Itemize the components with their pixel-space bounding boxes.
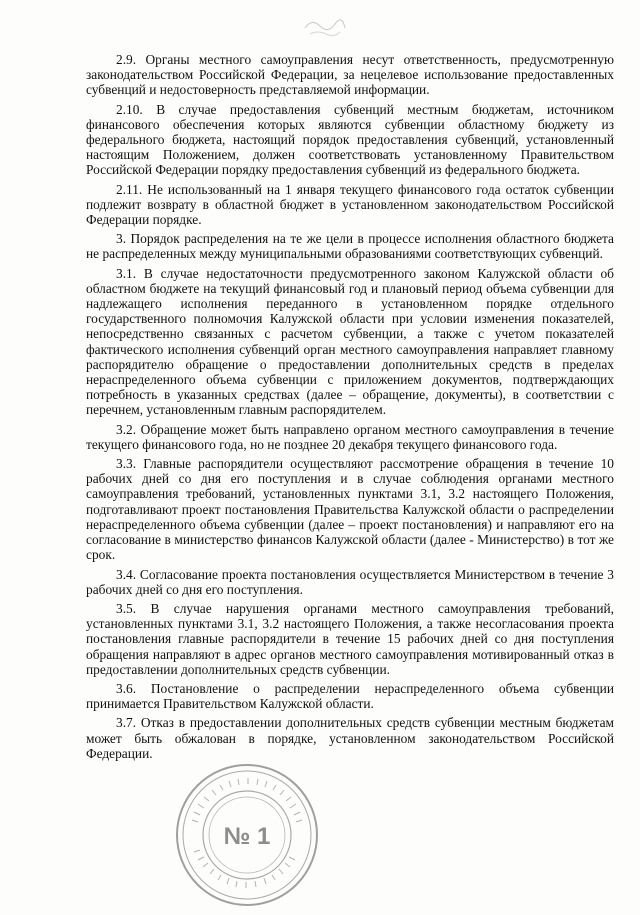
page-top-mark	[300, 10, 350, 40]
paragraph-2-11: 2.11. Не использованный на 1 января текущего финансового года остаток субвенции подлежит возврату в областной бюджет в установленном законодательством Российской Федерации порядке.	[86, 181, 614, 228]
document-page	[86, 52, 614, 765]
paragraph-3-heading: 3. Порядок распределения на те же цели в процессе исполнения областного бюджета не распределенных между муниципальными образованиями соответствующих субвенций.	[86, 231, 614, 262]
paragraph-3-4: 3.4. Согласование проекта постановления осуществляется Министерством в течение 3 рабочих дней со дня его поступления.	[86, 566, 614, 597]
paragraph-3-5: 3.5. В случае нарушения органами местного самоуправления требований, установленных пунктами 3.1, 3.2 настоящего Положения, а также несогласования проекта постановления главные распорядители в течение 15 рабочих дней со дня поступления обращения направляют в адрес органов местного самоуправления мотивированный отказ в предоставлении дополнительных средств субвенции.	[86, 600, 614, 677]
paragraph-3-2: 3.2. Обращение может быть направлено органом местного самоуправления в течение текущего финансового года, но не позднее 20 декабря текущего финансового года.	[86, 421, 614, 452]
paragraph-3-1: 3.1. В случае недостаточности предусмотренного законом Калужской области об областном бюджете на текущий финансовый год и плановый период объема субвенции для надлежащего исполнения переданного в установленном порядке отдельного государственного полномочия Калужской области при условии изменения показателей, непосредственно связанных с расчетом субвенции, а также с учетом показателей фактического исполнения субвенций орган местного самоуправления направляет главному распорядителю обращение о предоставлении дополнительных средств в пределах нераспределенного объема субвенции с приложением документов, подтверждающих потребность в указанных средствах (далее – обращение, документы), в соответствии с перечнем, установленным главным распорядителем.	[86, 265, 614, 418]
paragraph-3-7: 3.7. Отказ в предоставлении дополнительных средств субвенции местным бюджетам может быть обжалован в порядке, установленном законодательством Российской Федерации.	[86, 715, 614, 761]
paragraph-2-10: 2.10. В случае предоставления субвенций местным бюджетам, источником финансового обеспечения которых являются субвенции областному бюджету из федерального бюджета, настоящий порядок предоставления субвенций, установленный настоящим Положением, должен соответствовать установленному Правительством Российской Федерации порядку предоставления субвенций из федерального бюджета.	[86, 101, 614, 178]
paragraph-3-3: 3.3. Главные распорядители осуществляют рассмотрение обращения в течение 10 рабочих дней со дня его поступления и в случае соблюдения органами местного самоуправления требований, установленных пунктами 3.1, 3.2 настоящего Положения, подготавливают проект постановления Правительства Калужской области о распределении нераспределенного объема субвенции (далее – проект постановления) и направляют его на согласование в министерство финансов Калужской области (далее - Министерство) в тот же срок.	[86, 456, 614, 563]
stamp-number: № 1	[223, 823, 271, 850]
paragraph-3-6: 3.6. Постановление о распределении нераспределенного объема субвенции принимается Правительством Калужской области.	[86, 680, 614, 712]
paragraph-2-9: 2.9. Органы местного самоуправления несут ответственность, предусмотренную законодательством Российской Федерации, за нецелевое использование предоставленных субвенций и недостоверность представляемой информации.	[86, 52, 614, 98]
official-stamp	[172, 760, 322, 910]
